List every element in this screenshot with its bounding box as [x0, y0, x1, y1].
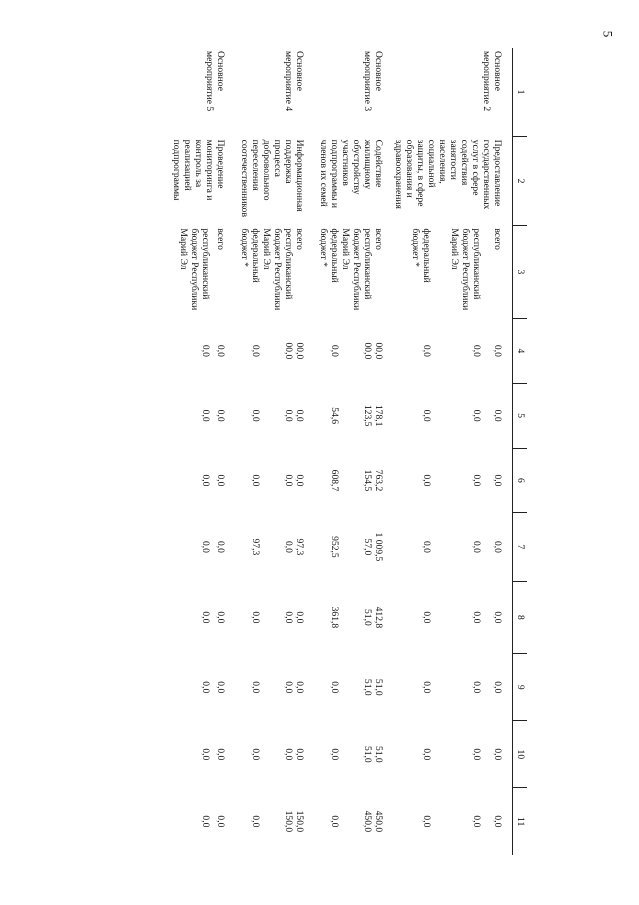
value-cell: 0,0	[421, 681, 433, 694]
table-body	[171, 48, 513, 855]
value-cell: 97,3	[294, 538, 305, 556]
value-cell: 0,0	[215, 344, 226, 357]
column-header: 7	[513, 513, 528, 581]
value-cell: 0,0	[215, 540, 226, 553]
table-row	[373, 48, 393, 855]
value-cell: 0,0	[199, 748, 211, 761]
value-cell: 00,0	[283, 342, 294, 360]
value-cell: 150,0	[294, 810, 305, 833]
value-cell: 0,0	[283, 540, 294, 553]
value-cell: 0,0	[492, 474, 503, 487]
value-cell: 0,0	[283, 474, 294, 487]
value-cell: 0,0	[283, 611, 294, 624]
column-header: 3	[513, 225, 528, 318]
value-cell: 0,0	[492, 815, 503, 828]
table-header	[513, 48, 528, 855]
value-cell: 0,0	[215, 611, 226, 624]
column-header: 10	[513, 721, 528, 788]
event-name: Основное мероприятие 5	[204, 51, 226, 112]
value-cell: 0,0	[199, 681, 211, 694]
value-cell: 0,0	[250, 611, 261, 624]
funding-source: республиканский бюджет Республики Марий Эл	[448, 228, 482, 311]
value-cell: 0,0	[470, 344, 482, 357]
value-cell: 0,0	[283, 748, 294, 761]
value-cell: 0,0	[421, 611, 433, 624]
value-cell: 361,8	[329, 606, 340, 629]
funding-source: республиканский бюджет Республики Марий Эл	[177, 228, 211, 311]
value-cell: 54,6	[329, 407, 340, 425]
event-name: Основное мероприятие 4	[283, 51, 305, 112]
value-cell: 00,0	[362, 342, 373, 360]
value-cell: 0,0	[492, 611, 503, 624]
value-cell: 97,3	[250, 538, 261, 556]
value-cell: 0,0	[329, 748, 340, 761]
value-cell: 0,0	[421, 748, 433, 761]
value-cell: 0,0	[470, 474, 482, 487]
value-cell: 0,0	[215, 474, 226, 487]
column-header: 6	[513, 448, 528, 513]
value-cell: 0,0	[250, 474, 261, 487]
value-cell: 450,0	[362, 810, 373, 833]
funding-source: республиканский бюджет Республики Марий Эл	[340, 228, 373, 311]
event-description: Предоставление государственных услуг в сфере содействия занятости населения, социальной защиты, в сфере образования и здравоохранения	[393, 139, 503, 210]
column-header: 8	[513, 581, 528, 654]
value-cell: 51,0	[362, 609, 373, 626]
column-header: 4	[513, 319, 528, 384]
value-cell: 0,0	[199, 474, 211, 487]
funding-source: всего	[294, 228, 305, 250]
value-cell: 0,0	[250, 748, 261, 761]
value-cell: 0,0	[421, 540, 433, 553]
event-description: Содействие жилищному обустройству участников подпрограммы и членов их семей	[318, 139, 384, 209]
funding-source: федеральный бюджет *	[239, 228, 261, 283]
value-cell: 150,0	[283, 810, 294, 833]
value-cell: 0,0	[470, 681, 482, 694]
value-cell: 0,0	[492, 540, 503, 553]
value-cell: 0,0	[199, 540, 211, 553]
value-cell: 0,0	[421, 344, 433, 357]
value-cell: 952,5	[329, 536, 340, 558]
value-cell: 178,1	[373, 404, 384, 427]
value-cell: 0,0	[250, 681, 261, 694]
value-cell: 0,0	[199, 815, 211, 828]
funding-source: всего	[215, 228, 226, 250]
funding-source: федеральный бюджет *	[318, 228, 340, 283]
value-cell: 0,0	[283, 681, 294, 694]
value-cell: 0,0	[470, 409, 482, 422]
column-header: 2	[513, 137, 528, 226]
value-cell: 0,0	[250, 344, 261, 357]
table-row	[211, 48, 235, 855]
value-cell: 450,0	[373, 810, 384, 833]
value-cell: 0,0	[215, 815, 226, 828]
funding-table	[171, 48, 527, 855]
value-cell: 0,0	[329, 344, 340, 357]
event-description: Информационная поддержка процесса добровольного переселения соотечественников	[239, 139, 305, 218]
funding-source: республиканский бюджет Республики Марий Эл	[261, 228, 294, 311]
value-cell: 0,0	[215, 409, 226, 422]
value-cell: 0,0	[294, 611, 305, 624]
value-cell: 0,0	[294, 474, 305, 487]
value-cell: 0,0	[470, 815, 482, 828]
value-cell: 0,0	[250, 815, 261, 828]
value-cell: 0,0	[199, 344, 211, 357]
value-cell: 0,0	[470, 748, 482, 761]
value-cell: 608,7	[329, 469, 340, 492]
value-cell: 0,0	[294, 681, 305, 694]
value-cell: 0,0	[421, 474, 433, 487]
value-cell: 51,0	[373, 678, 384, 696]
value-cell: 0,0	[329, 681, 340, 694]
value-cell: 00,0	[294, 342, 305, 360]
value-cell: 0,0	[492, 409, 503, 422]
value-cell: 1 009,5	[373, 532, 384, 562]
column-header: 5	[513, 383, 528, 448]
page-number: 5	[600, 30, 616, 38]
value-cell: 154,5	[362, 469, 373, 492]
value-cell: 00,0	[373, 342, 384, 360]
table-row	[294, 48, 314, 855]
value-cell: 0,0	[470, 540, 482, 553]
value-cell: 123,5	[362, 404, 373, 427]
table-row	[482, 48, 513, 855]
value-cell: 0,0	[199, 409, 211, 422]
funding-source: всего	[492, 228, 503, 250]
value-cell: 0,0	[250, 409, 261, 422]
value-cell: 0,0	[294, 409, 305, 422]
event-name: Основное мероприятие 2	[481, 51, 503, 112]
column-header: 9	[513, 654, 528, 721]
value-cell: 0,0	[215, 748, 226, 761]
event-description: Проведение мониторинга и контроль за реализацией подпрограммы	[171, 139, 226, 201]
value-cell: 0,0	[492, 344, 503, 357]
value-cell: 0,0	[421, 409, 433, 422]
value-cell: 0,0	[294, 748, 305, 761]
value-cell: 0,0	[329, 815, 340, 828]
value-cell: 57,0	[362, 538, 373, 556]
value-cell: 0,0	[421, 815, 433, 828]
event-name: Основное мероприятие 3	[362, 51, 384, 112]
value-cell: 763,2	[373, 469, 384, 492]
value-cell: 0,0	[492, 681, 503, 694]
value-cell: 51,0	[373, 745, 384, 763]
column-header: 11	[513, 788, 528, 855]
value-cell: 51,0	[362, 745, 373, 763]
column-header: 1	[513, 48, 528, 137]
value-cell: 0,0	[215, 681, 226, 694]
value-cell: 51,0	[362, 678, 373, 696]
value-cell: 0,0	[492, 748, 503, 761]
value-cell: 0,0	[199, 611, 211, 624]
funding-source: всего	[373, 228, 384, 250]
value-cell: 0,0	[470, 611, 482, 624]
funding-source: федеральный бюджет *	[410, 228, 433, 283]
value-cell: 0,0	[283, 409, 294, 422]
value-cell: 412,8	[373, 606, 384, 629]
